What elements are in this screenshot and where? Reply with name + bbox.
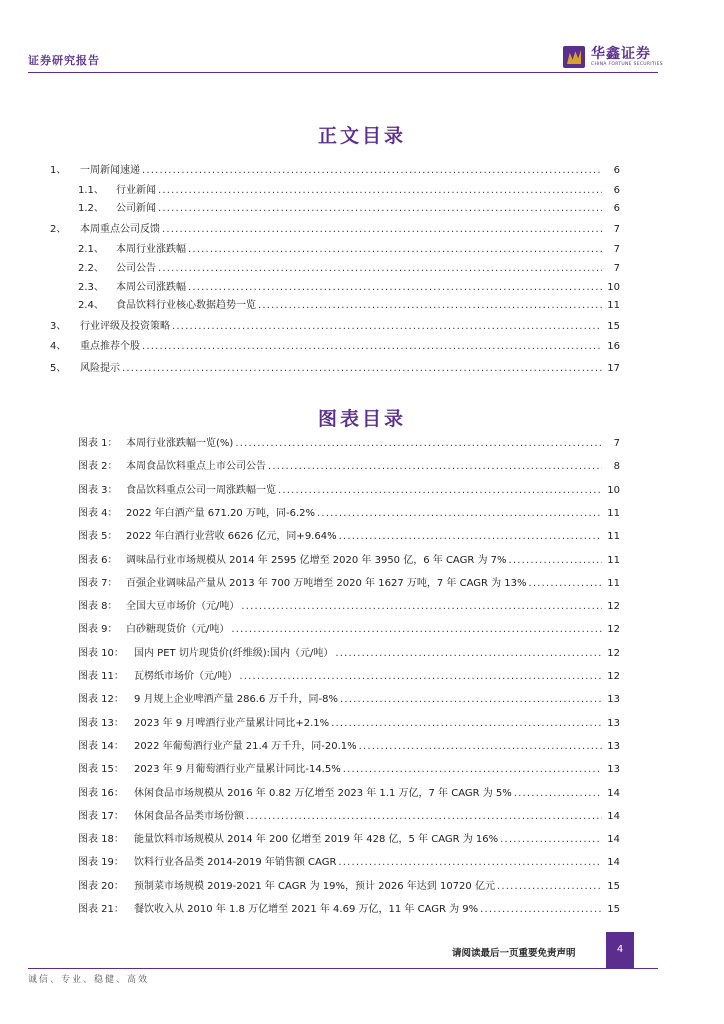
entry-title: 本周行业涨跌幅一览(%) — [126, 438, 234, 449]
entry-page-number: 8 — [613, 461, 620, 473]
page-number: 4 — [606, 932, 634, 968]
entry-title: 重点推荐个股 — [80, 341, 140, 352]
toc-entry[interactable] — [78, 554, 620, 568]
entry-number: 图表 18： — [78, 834, 124, 846]
toc-entry[interactable] — [78, 460, 620, 474]
entry-page-number: 7 — [613, 438, 620, 449]
dot-leader — [339, 530, 602, 544]
entry-title: 本周重点公司反馈 — [80, 224, 160, 235]
entry-number: 图表 8： — [78, 601, 118, 613]
toc-entry[interactable] — [50, 164, 620, 178]
dot-leader — [158, 262, 602, 276]
entry-title: 饮料行业各品类 2014-2019 年销售额 CAGR — [134, 857, 337, 869]
entry-number: 图表 19： — [78, 857, 124, 869]
report-type-label: 证券研究报告 — [28, 54, 100, 67]
entry-number: 图表 14： — [78, 740, 124, 752]
entry-page-number: 13 — [607, 764, 620, 776]
entry-page-number: 14 — [607, 787, 620, 799]
entry-title: 餐饮收入从 2010 年 1.8 万亿增至 2021 年 4.69 万亿，11 年 CAGR 为 9% — [134, 904, 479, 915]
brand-name-cn: 华鑫证券 — [591, 46, 651, 62]
entry-number: 图表 13： — [78, 717, 124, 729]
entry-page-number: 12 — [607, 624, 620, 636]
entry-page-number: 6 — [613, 165, 620, 176]
entry-page-number: 6 — [613, 203, 620, 214]
entry-number: 2.4、 — [78, 300, 104, 311]
toc-entry[interactable] — [50, 223, 620, 237]
toc-entry[interactable] — [78, 202, 620, 216]
toc-entry[interactable] — [78, 184, 620, 198]
entry-title: 调味品行业市场规模从 2014 年 2595 亿增至 2020 年 3950 亿，6 年 CAGR 为 7% — [126, 554, 507, 566]
entry-title: 休闲食品各品类市场份额 — [134, 810, 244, 822]
dot-leader — [122, 362, 602, 376]
toc-entry[interactable] — [78, 693, 620, 707]
dot-leader — [359, 740, 602, 754]
entry-title: 行业评级及投资策略 — [80, 321, 170, 332]
entry-page-number: 13 — [607, 740, 620, 752]
entry-page-number: 11 — [607, 554, 620, 566]
toc-entry[interactable] — [78, 856, 620, 870]
company-motto: 诚信、专业、稳健、高效 — [28, 975, 150, 985]
entry-page-number: 12 — [607, 647, 620, 659]
entry-page-number: 7 — [613, 263, 620, 274]
dot-leader — [142, 340, 602, 354]
entry-page-number: 7 — [613, 244, 620, 255]
entry-number: 图表 20： — [78, 880, 124, 892]
toc-entry[interactable] — [78, 299, 620, 313]
entry-title: 瓦楞纸市场价（元/吨） — [134, 671, 238, 682]
entry-number: 2.1、 — [78, 244, 104, 255]
page-header — [0, 0, 724, 76]
dot-leader — [338, 856, 602, 870]
dot-leader — [172, 320, 602, 334]
toc-entry[interactable] — [50, 320, 620, 334]
dot-leader — [480, 903, 602, 917]
entry-number: 图表 6： — [78, 554, 118, 566]
entry-page-number: 17 — [607, 363, 620, 374]
entry-number: 图表 9： — [78, 624, 118, 636]
dot-leader — [268, 460, 602, 474]
entry-number: 图表 11： — [78, 671, 124, 682]
entry-number: 2.2、 — [78, 263, 104, 274]
toc-entry[interactable] — [78, 530, 620, 544]
logo-mark-icon — [563, 46, 585, 68]
entry-number: 图表 10： — [78, 647, 124, 659]
entry-number: 5、 — [50, 363, 67, 374]
entry-number: 图表 16： — [78, 787, 124, 799]
entry-page-number: 15 — [607, 321, 620, 332]
dot-leader — [497, 880, 602, 894]
toc-entry[interactable] — [78, 243, 620, 257]
entry-page-number: 15 — [607, 880, 620, 892]
dot-leader — [241, 600, 602, 614]
dot-leader — [335, 647, 602, 661]
toc-entry[interactable] — [78, 437, 620, 451]
entry-page-number: 12 — [607, 601, 620, 613]
entry-page-number: 11 — [607, 531, 620, 543]
entry-page-number: 14 — [607, 810, 620, 822]
toc-entry[interactable] — [78, 787, 620, 801]
entry-title: 食品饮料行业核心数据趋势一览 — [116, 300, 256, 311]
entry-page-number: 11 — [607, 300, 620, 311]
dot-leader — [239, 670, 602, 684]
entry-number: 1.2、 — [78, 203, 104, 214]
entry-page-number: 10 — [607, 282, 620, 293]
entry-number: 图表 17： — [78, 810, 124, 822]
toc-entry[interactable] — [78, 880, 620, 894]
entry-number: 图表 3： — [78, 484, 118, 496]
entry-page-number: 10 — [607, 484, 620, 496]
entry-page-number: 16 — [607, 341, 620, 352]
entry-page-number: 13 — [607, 717, 620, 729]
entry-page-number: 7 — [613, 224, 620, 235]
entry-title: 2023 年 9 月葡萄酒行业产量累计同比-14.5% — [134, 764, 341, 776]
entry-title: 一周新闻速递 — [80, 165, 140, 176]
figure-list-title: 图表目录 — [317, 408, 406, 430]
toc-entry[interactable] — [78, 577, 620, 591]
entry-title: 预制菜市场规模 2019-2021 年 CAGR 为 19%，预计 2026 年达到 10720 亿元 — [134, 880, 495, 892]
toc-entry[interactable] — [78, 740, 620, 754]
entry-title: 本周食品饮料重点上市公司公告 — [126, 461, 266, 473]
dot-leader — [529, 577, 602, 591]
entry-title: 食品饮料重点公司一周涨跌幅一览 — [126, 484, 276, 496]
toc-entry[interactable] — [50, 340, 620, 354]
dot-leader — [509, 554, 602, 568]
entry-number: 图表 15： — [78, 764, 124, 776]
dot-leader — [246, 810, 602, 824]
entry-number: 1.1、 — [78, 185, 104, 196]
footer-divider — [28, 968, 658, 969]
entry-title: 国内 PET 切片现货价(纤维级):国内（元/吨） — [134, 647, 334, 659]
entry-number: 图表 12： — [78, 694, 124, 706]
dot-leader — [514, 787, 602, 801]
toc-entry[interactable] — [78, 763, 620, 777]
entry-page-number: 6 — [613, 185, 620, 196]
entry-title: 2022 年白酒产量 671.20 万吨，同-6.2% — [126, 507, 315, 519]
brand-name-en: CHINA FORTUNE SECURITIES — [591, 62, 663, 67]
toc-entry[interactable] — [78, 670, 620, 684]
toc-entry[interactable] — [50, 362, 620, 376]
entry-number: 图表 21： — [78, 904, 124, 915]
entry-page-number: 11 — [607, 577, 620, 589]
entry-title: 全国大豆市场价（元/吨） — [126, 601, 240, 613]
dot-leader — [343, 763, 602, 777]
entry-number: 2.3、 — [78, 282, 104, 293]
dot-leader — [188, 243, 602, 257]
header-divider — [28, 72, 658, 73]
entry-page-number: 12 — [607, 671, 620, 682]
entry-title: 2022 年白酒行业营收 6626 亿元，同+9.64% — [126, 531, 337, 543]
entry-title: 公司新闻 — [116, 203, 156, 214]
toc-entry[interactable] — [78, 810, 620, 824]
dot-leader — [235, 437, 602, 451]
entry-number: 图表 1： — [78, 438, 118, 449]
entry-title: 休闲食品市场规模从 2016 年 0.82 万亿增至 2023 年 1.1 万亿，7 年 CAGR 为 5% — [134, 787, 512, 799]
entry-title: 行业新闻 — [116, 185, 156, 196]
toc-entry[interactable] — [78, 647, 620, 661]
dot-leader — [278, 484, 602, 498]
entry-page-number: 11 — [607, 507, 620, 519]
toc-entry[interactable] — [78, 507, 620, 521]
entry-page-number: 15 — [607, 904, 620, 915]
dot-leader — [158, 202, 602, 216]
toc-entry[interactable] — [78, 262, 620, 276]
dot-leader — [340, 693, 602, 707]
disclaimer-notice: 请阅读最后一页重要免责声明 — [452, 948, 576, 959]
entry-number: 图表 7： — [78, 577, 118, 589]
entry-number: 图表 4： — [78, 507, 118, 519]
dot-leader — [231, 623, 602, 637]
entry-title: 2023 年 9 月啤酒行业产量累计同比+2.1% — [134, 717, 330, 729]
entry-title: 本周行业涨跌幅 — [116, 244, 186, 255]
brand-logo — [563, 46, 663, 68]
toc-entry[interactable] — [78, 717, 620, 731]
entry-title: 白砂糖现货价（元/吨） — [126, 624, 230, 636]
entry-title: 9 月规上企业啤酒产量 286.6 万千升，同-8% — [134, 694, 338, 706]
entry-title: 百强企业调味品产量从 2013 年 700 万吨增至 2020 年 1627 万吨，7 年 CAGR 为 13% — [126, 577, 527, 589]
entry-number: 3、 — [50, 321, 67, 332]
dot-leader — [317, 507, 602, 521]
dot-leader — [258, 299, 602, 313]
entry-page-number: 14 — [607, 834, 620, 846]
dot-leader — [188, 281, 602, 295]
toc-title: 正文目录 — [317, 125, 406, 147]
entry-number: 图表 5： — [78, 531, 118, 543]
dot-leader — [158, 184, 602, 198]
dot-leader — [142, 164, 602, 178]
entry-title: 公司公告 — [116, 263, 156, 274]
entry-page-number: 14 — [607, 857, 620, 869]
dot-leader — [162, 223, 602, 237]
entry-number: 4、 — [50, 341, 67, 352]
entry-title: 风险提示 — [80, 363, 120, 374]
toc-entry[interactable] — [78, 484, 620, 498]
toc-entry[interactable] — [78, 281, 620, 295]
entry-title: 本周公司涨跌幅 — [116, 282, 186, 293]
entry-title: 能量饮料市场规模从 2014 年 200 亿增至 2019 年 428 亿，5 年 CAGR 为 16% — [134, 834, 499, 846]
dot-leader — [331, 717, 602, 731]
entry-number: 1、 — [50, 165, 67, 176]
toc-entry[interactable] — [78, 623, 620, 637]
toc-entry[interactable] — [78, 600, 620, 614]
entry-page-number: 13 — [607, 694, 620, 706]
toc-entry[interactable] — [78, 833, 620, 847]
toc-entry[interactable] — [78, 903, 620, 917]
entry-title: 2022 年葡萄酒行业产量 21.4 万千升，同-20.1% — [134, 740, 357, 752]
entry-number: 2、 — [50, 224, 67, 235]
entry-number: 图表 2： — [78, 461, 118, 473]
dot-leader — [500, 833, 602, 847]
